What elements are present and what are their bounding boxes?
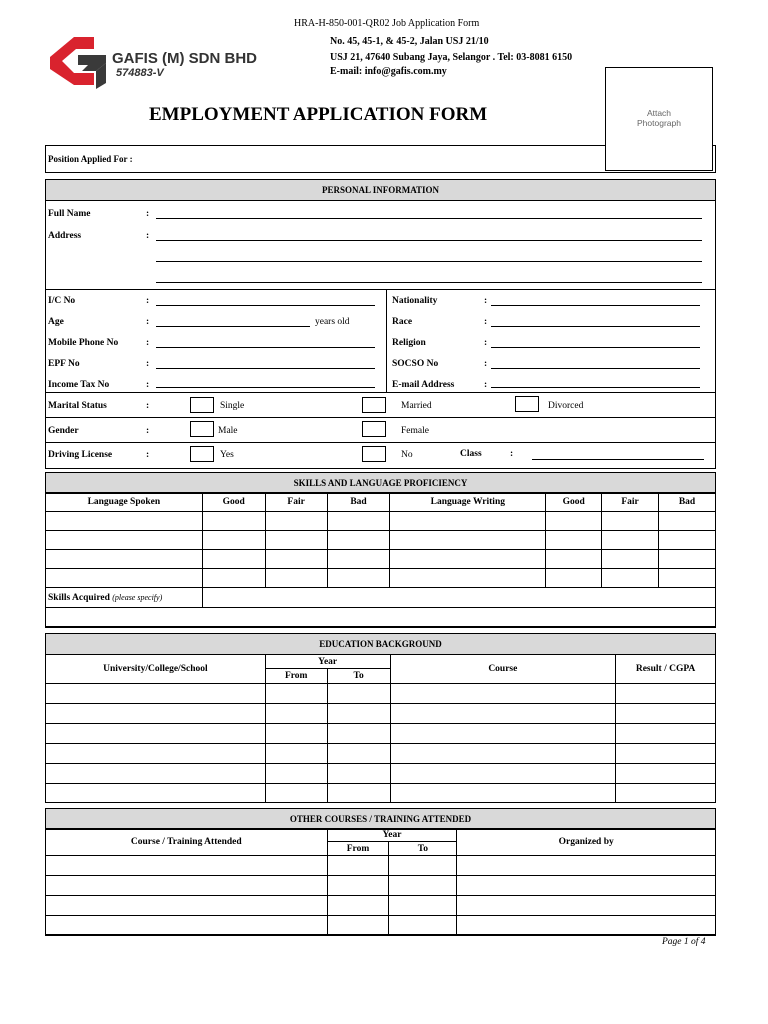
- epf-no-field[interactable]: [156, 368, 375, 369]
- email-address-label: E-mail Address: [392, 380, 455, 390]
- table-cell[interactable]: [659, 531, 716, 550]
- table-cell[interactable]: [457, 916, 716, 935]
- divorced-label: Divorced: [548, 401, 584, 411]
- table-cell[interactable]: [327, 550, 390, 569]
- table-cell[interactable]: [390, 550, 546, 569]
- table-row: [46, 876, 716, 896]
- table-cell[interactable]: [602, 512, 659, 531]
- table-row: [46, 896, 716, 916]
- table-cell[interactable]: [46, 856, 328, 876]
- table-row: [46, 764, 716, 784]
- divider: [45, 442, 716, 443]
- table-cell[interactable]: [46, 512, 203, 531]
- license-no-checkbox[interactable]: [362, 446, 386, 462]
- table-cell[interactable]: [202, 531, 265, 550]
- table-row: [46, 512, 716, 531]
- language-spoken-header: Language Spoken: [46, 493, 203, 512]
- spoken-bad-header: Bad: [327, 493, 390, 512]
- table-cell[interactable]: [46, 569, 203, 588]
- training-year-header: Year: [327, 829, 457, 842]
- table-cell[interactable]: [265, 684, 327, 704]
- nationality-field[interactable]: [491, 305, 700, 306]
- table-cell[interactable]: [327, 569, 390, 588]
- income-tax-label: Income Tax No: [48, 380, 110, 390]
- skills-acquired-label: Skills Acquired: [48, 592, 110, 603]
- table-cell[interactable]: [327, 896, 389, 916]
- mobile-phone-label: Mobile Phone No: [48, 338, 119, 348]
- table-cell[interactable]: [46, 744, 266, 764]
- course-header: Course: [390, 655, 616, 684]
- divorced-checkbox[interactable]: [515, 396, 539, 412]
- colon: :: [484, 296, 488, 306]
- table-row: [46, 916, 716, 935]
- table-cell[interactable]: [390, 684, 616, 704]
- table-cell[interactable]: [457, 876, 716, 896]
- company-registration: 574883-V: [116, 67, 164, 79]
- colon: :: [146, 380, 150, 390]
- colon: :: [484, 338, 488, 348]
- personal-information-heading: PERSONAL INFORMATION: [46, 180, 715, 201]
- years-old-label: years old: [315, 317, 350, 327]
- table-cell[interactable]: [390, 724, 616, 744]
- divider: [45, 417, 716, 418]
- table-cell[interactable]: [546, 550, 602, 569]
- training-to-header: To: [389, 842, 457, 856]
- married-checkbox[interactable]: [362, 397, 386, 413]
- married-label: Married: [401, 401, 432, 411]
- language-table: [45, 492, 716, 627]
- table-cell[interactable]: [327, 744, 390, 764]
- colon: :: [484, 317, 488, 327]
- divider: [45, 392, 716, 393]
- table-cell[interactable]: [46, 724, 266, 744]
- table-cell[interactable]: [265, 550, 327, 569]
- colon: :: [146, 317, 150, 327]
- table-cell[interactable]: [616, 704, 716, 724]
- table-row: [46, 744, 716, 764]
- result-header: Result / CGPA: [616, 655, 716, 684]
- table-cell[interactable]: [327, 512, 390, 531]
- driving-license-label: Driving License: [48, 450, 113, 460]
- colon: :: [510, 449, 514, 459]
- school-header: University/College/School: [46, 655, 266, 684]
- divider: [386, 289, 387, 392]
- colon: :: [484, 359, 488, 369]
- full-name-field[interactable]: [156, 218, 702, 219]
- table-cell[interactable]: [546, 531, 602, 550]
- colon: :: [146, 359, 150, 369]
- photo-placeholder[interactable]: [605, 67, 713, 171]
- table-cell[interactable]: [327, 724, 390, 744]
- table-cell[interactable]: [457, 896, 716, 916]
- training-course-header: Course / Training Attended: [46, 829, 328, 856]
- form-code: HRA-H-850-001-QR02 Job Application Form: [294, 18, 480, 29]
- colon: :: [146, 209, 150, 219]
- table-cell[interactable]: [546, 569, 602, 588]
- table-cell[interactable]: [327, 531, 390, 550]
- table-cell[interactable]: [389, 856, 457, 876]
- table-cell[interactable]: [390, 704, 616, 724]
- race-field[interactable]: [491, 326, 700, 327]
- training-table: [45, 828, 716, 935]
- table-cell[interactable]: [602, 569, 659, 588]
- license-class-field[interactable]: [532, 459, 704, 460]
- table-row: [46, 569, 716, 588]
- address-line-1: No. 45, 45-1, & 45-2, Jalan USJ 21/10: [330, 36, 489, 47]
- religion-field[interactable]: [491, 347, 700, 348]
- table-cell[interactable]: [46, 896, 328, 916]
- socso-no-field[interactable]: [491, 368, 700, 369]
- single-checkbox[interactable]: [190, 397, 214, 413]
- table-cell[interactable]: [389, 916, 457, 935]
- email-address-field[interactable]: [491, 387, 700, 388]
- year-header: Year: [265, 655, 390, 669]
- table-cell[interactable]: [390, 764, 616, 784]
- table-cell[interactable]: [46, 550, 203, 569]
- company-name: GAFIS (M) SDN BHD: [112, 50, 257, 67]
- table-row: [46, 550, 716, 569]
- table-cell[interactable]: [265, 569, 327, 588]
- table-cell[interactable]: [616, 684, 716, 704]
- female-checkbox[interactable]: [362, 421, 386, 437]
- table-cell[interactable]: [265, 531, 327, 550]
- colon: :: [146, 426, 150, 436]
- address-field-line-1[interactable]: [156, 240, 702, 241]
- table-cell[interactable]: [202, 512, 265, 531]
- from-header: From: [265, 669, 327, 684]
- photo-label-2: Photograph: [637, 118, 681, 128]
- income-tax-field[interactable]: [156, 387, 375, 388]
- table-cell[interactable]: [265, 784, 327, 803]
- ic-no-label: I/C No: [48, 296, 76, 306]
- address-line-2: USJ 21, 47640 Subang Jaya, Selangor . Tel: 03-8081 6150: [330, 52, 573, 63]
- table-row: [46, 684, 716, 704]
- spoken-good-header: Good: [202, 493, 265, 512]
- colon: :: [146, 231, 150, 241]
- colon: :: [146, 450, 150, 460]
- page-number: Page 1 of 4: [662, 937, 706, 947]
- writing-fair-header: Fair: [602, 493, 659, 512]
- female-label: Female: [401, 426, 429, 436]
- table-cell[interactable]: [46, 916, 328, 935]
- table-cell[interactable]: [602, 531, 659, 550]
- table-cell[interactable]: [46, 531, 203, 550]
- male-checkbox[interactable]: [190, 421, 214, 437]
- mobile-phone-field[interactable]: [156, 347, 375, 348]
- license-yes-label: Yes: [220, 450, 234, 460]
- training-from-header: From: [327, 842, 389, 856]
- email-line: E-mail: info@gafis.com.my: [330, 66, 447, 77]
- table-cell[interactable]: [616, 764, 716, 784]
- full-name-label: Full Name: [48, 209, 91, 219]
- table-cell[interactable]: [390, 569, 546, 588]
- table-cell[interactable]: [327, 784, 390, 803]
- ic-no-field[interactable]: [156, 305, 375, 306]
- table-cell[interactable]: [46, 784, 266, 803]
- table-cell[interactable]: [327, 704, 390, 724]
- table-cell[interactable]: [265, 724, 327, 744]
- table-cell[interactable]: [616, 784, 716, 803]
- table-cell[interactable]: [46, 704, 266, 724]
- please-specify-note: (please specify): [112, 592, 163, 602]
- position-applied-label: Position Applied For :: [48, 154, 133, 164]
- table-cell[interactable]: [602, 550, 659, 569]
- table-row: [46, 608, 716, 627]
- socso-no-label: SOCSO No: [392, 359, 439, 369]
- training-heading: OTHER COURSES / TRAINING ATTENDED: [46, 809, 715, 830]
- form-title: EMPLOYMENT APPLICATION FORM: [149, 104, 488, 125]
- table-row: [46, 784, 716, 803]
- organized-by-header: Organized by: [457, 829, 716, 856]
- gender-label: Gender: [48, 426, 79, 436]
- table-cell[interactable]: [265, 512, 327, 531]
- male-label: Male: [218, 426, 238, 436]
- table-cell[interactable]: [265, 764, 327, 784]
- epf-no-label: EPF No: [48, 359, 80, 369]
- table-cell[interactable]: [390, 744, 616, 764]
- table-cell[interactable]: [327, 856, 389, 876]
- education-heading: EDUCATION BACKGROUND: [46, 634, 715, 655]
- table-row: [46, 856, 716, 876]
- colon: :: [146, 401, 150, 411]
- table-cell[interactable]: [327, 916, 389, 935]
- license-no-label: No: [401, 450, 413, 460]
- table-cell[interactable]: [389, 876, 457, 896]
- table-cell[interactable]: [659, 569, 716, 588]
- table-cell[interactable]: [390, 512, 546, 531]
- nationality-label: Nationality: [392, 296, 438, 306]
- table-cell[interactable]: [616, 744, 716, 764]
- skills-acquired-field[interactable]: [202, 588, 715, 608]
- address-field-line-3[interactable]: [156, 282, 702, 283]
- table-cell[interactable]: [390, 531, 546, 550]
- license-class-label: Class: [460, 449, 482, 459]
- photo-label-1: Attach: [646, 108, 672, 118]
- age-label: Age: [48, 317, 64, 327]
- table-cell[interactable]: [659, 512, 716, 531]
- table-cell[interactable]: [265, 744, 327, 764]
- writing-good-header: Good: [546, 493, 602, 512]
- skills-acquired-label-cell: [46, 588, 203, 608]
- colon: :: [484, 380, 488, 390]
- table-cell[interactable]: [327, 876, 389, 896]
- table-cell[interactable]: [46, 876, 328, 896]
- table-cell[interactable]: [546, 512, 602, 531]
- company-logo-icon: [48, 35, 110, 91]
- skills-acquired-row: [46, 588, 716, 608]
- language-writing-header: Language Writing: [390, 493, 546, 512]
- table-cell[interactable]: [659, 550, 716, 569]
- table-cell[interactable]: [46, 764, 266, 784]
- race-label: Race: [392, 317, 413, 327]
- education-table: [45, 654, 716, 803]
- divider: [45, 289, 716, 290]
- table-cell[interactable]: [389, 896, 457, 916]
- table-cell[interactable]: [390, 784, 616, 803]
- religion-label: Religion: [392, 338, 426, 348]
- address-label: Address: [48, 231, 82, 241]
- spoken-fair-header: Fair: [265, 493, 327, 512]
- table-cell[interactable]: [327, 764, 390, 784]
- table-row: [46, 704, 716, 724]
- table-cell[interactable]: [457, 856, 716, 876]
- table-cell[interactable]: [46, 684, 266, 704]
- table-cell[interactable]: [265, 704, 327, 724]
- marital-status-label: Marital Status: [48, 401, 107, 411]
- colon: :: [146, 338, 150, 348]
- age-field[interactable]: [156, 326, 310, 327]
- colon: :: [146, 296, 150, 306]
- skills-heading: SKILLS AND LANGUAGE PROFICIENCY: [46, 473, 715, 494]
- table-cell[interactable]: [616, 724, 716, 744]
- table-row: [46, 724, 716, 744]
- table-cell[interactable]: [327, 684, 390, 704]
- license-yes-checkbox[interactable]: [190, 446, 214, 462]
- writing-bad-header: Bad: [659, 493, 716, 512]
- skills-acquired-field-2[interactable]: [46, 608, 716, 627]
- table-row: [46, 531, 716, 550]
- table-cell[interactable]: [202, 569, 265, 588]
- address-field-line-2[interactable]: [156, 261, 702, 262]
- to-header: To: [327, 669, 390, 684]
- single-label: Single: [220, 401, 245, 411]
- table-cell[interactable]: [202, 550, 265, 569]
